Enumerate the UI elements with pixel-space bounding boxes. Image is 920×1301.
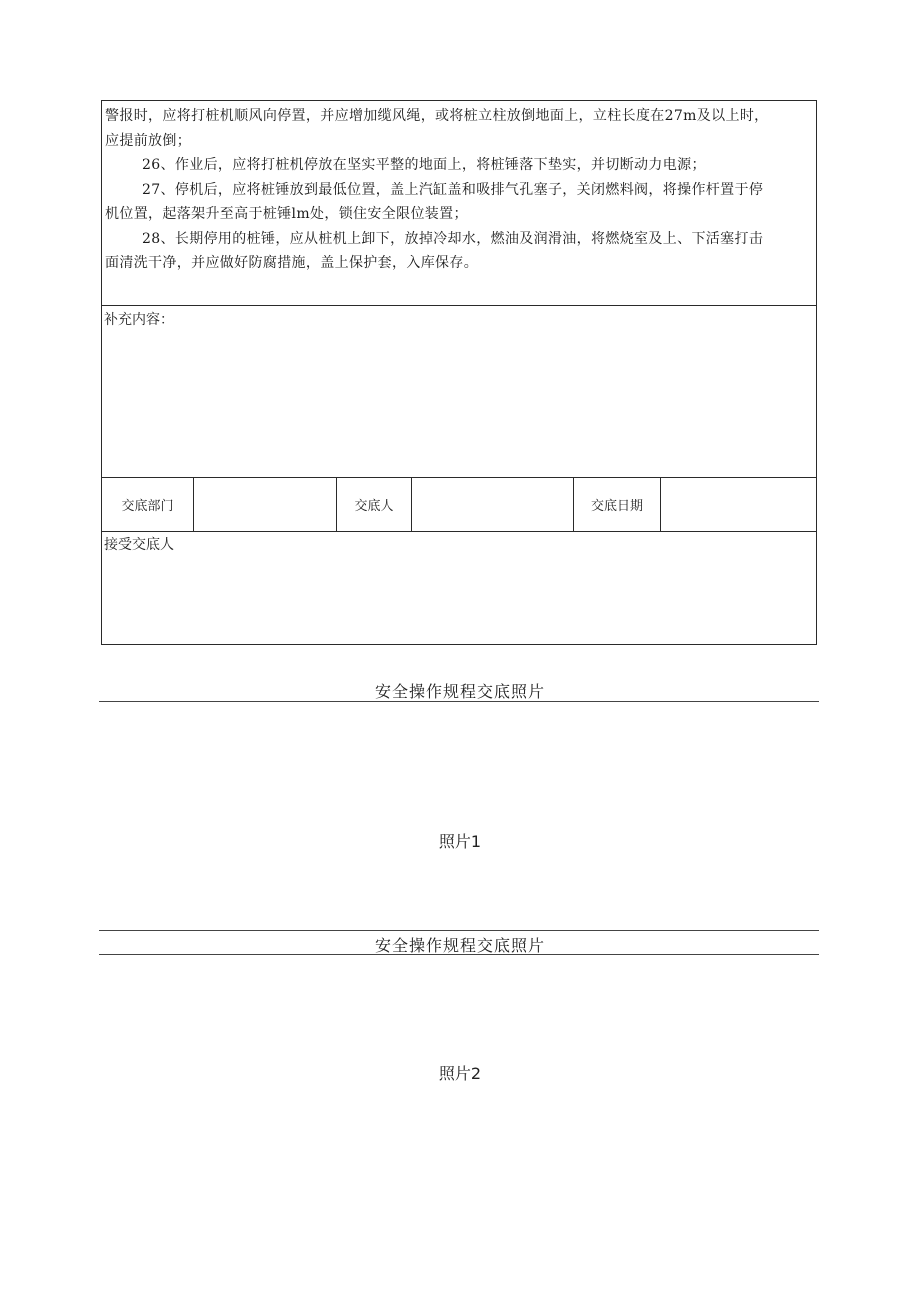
briefing-date-field[interactable] <box>661 478 816 531</box>
divider-line <box>99 930 819 931</box>
photo-section-title: 安全操作规程交底照片 <box>374 682 545 701</box>
supplement-label: 补充内容： <box>104 312 174 328</box>
photo-section-title: 安全操作规程交底照片 <box>374 936 545 955</box>
receiver-label: 接受交底人 <box>104 537 174 553</box>
procedure-item-28: 28、长期停用的桩锤，应从桩机上卸下，放掉冷却水，燃油及润滑油，将燃烧室及上、下活塞打击 <box>142 230 764 247</box>
procedure-line: 应提前放倒； <box>105 132 192 149</box>
photo-placeholder-1: 照片1 <box>438 832 482 851</box>
department-label: 交底部门 <box>102 478 194 531</box>
divider-line <box>99 701 819 702</box>
procedure-line: 机位置，起落架升至高于桩锤lm处，锁住安全限位装置； <box>105 206 468 222</box>
procedure-content-cell <box>102 101 816 306</box>
briefing-date-label: 交底日期 <box>574 478 661 531</box>
procedure-item-26: 26、作业后，应将打桩机停放在坚实平整的地面上，将桩锤落下垫实，并切断动力电源； <box>142 157 706 173</box>
receiver-cell[interactable] <box>102 532 816 644</box>
safety-briefing-table <box>101 100 817 645</box>
procedure-line: 警报时，应将打桩机顺风向停置，并应增加缆风绳，或将桩立柱放倒地面上，立柱长度在27m及以上时， <box>105 108 769 124</box>
procedure-item-27: 27、停机后，应将桩锤放到最低位置，盖上汽缸盖和吸排气孔塞子，关闭燃料阀，将操作杆置于停 <box>142 181 764 198</box>
briefer-field[interactable] <box>412 478 574 531</box>
supplement-content-cell[interactable] <box>102 306 816 478</box>
briefer-label: 交底人 <box>337 478 412 531</box>
photo-placeholder-2: 照片2 <box>438 1064 482 1083</box>
procedure-line: 面清洗干净，并应做好防腐措施，盖上保护套，入库保存。 <box>105 255 479 271</box>
divider-line <box>99 954 819 955</box>
handover-info-row <box>102 478 816 532</box>
department-field[interactable] <box>194 478 337 531</box>
